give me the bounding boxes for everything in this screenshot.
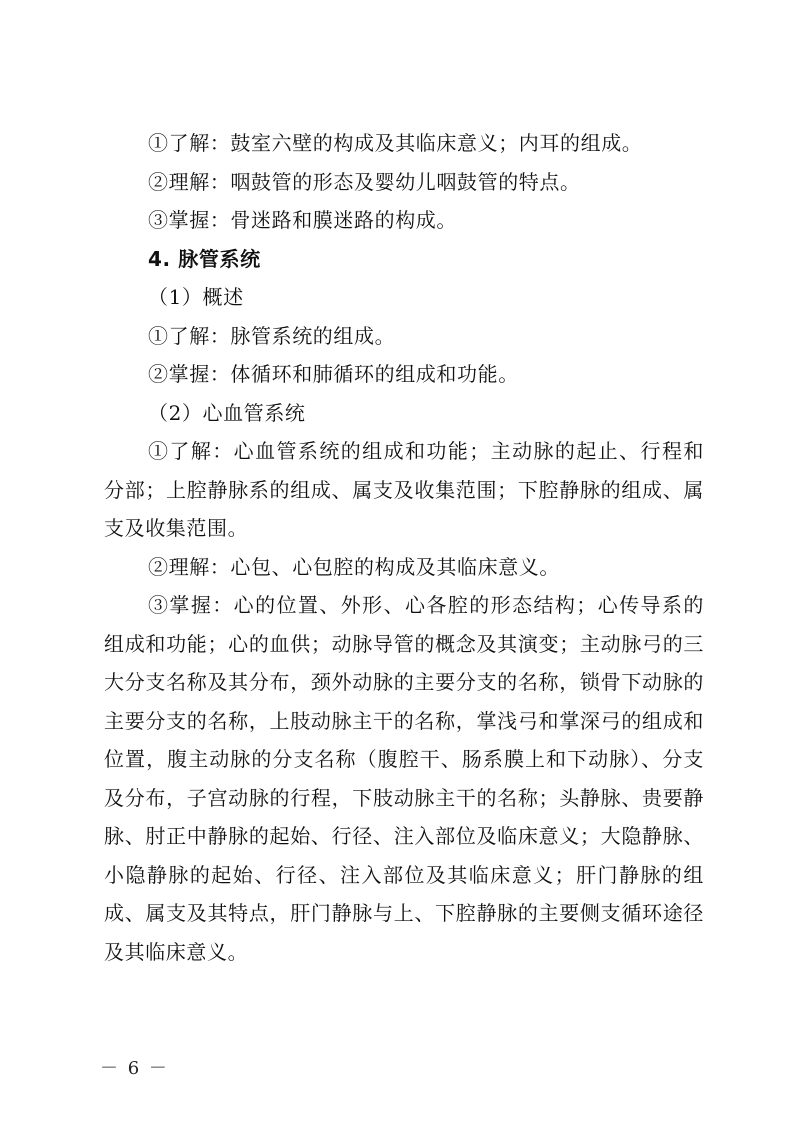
subsection-title-overview: （1）概述 <box>148 285 244 309</box>
paragraph-cardiovascular-master: ③掌握：心的位置、外形、心各腔的形态结构；心传导系的组成和功能；心的血供；动脉导管的概念及其演变；主动脉弓的三大分支名称及其分布，颈外动脉的主要分支的名称，锁骨下动脉的主要分支的名称，上肢动脉主干的名称，掌浅弓和掌深弓的组成和位置，腹主动脉的分支名称（腹腔干、肠系膜上和下动脉）、分支及分布，子宫动脉的行程，下肢动脉主干的名称；头静脉、贵要静脉、肘正中静脉的起始、行径、注入部位及临床意义；大隐静脉、小隐静脉的起始、行径、注入部位及其临床意义；肝门静脉的组成、属支及其特点，肝门静脉与上、下腔静脉的主要侧支循环途径及其临床意义。 <box>104 593 704 964</box>
paragraph-ear-understand: ①了解：鼓室六壁的构成及其临床意义；内耳的组成。 <box>148 131 643 155</box>
paragraph-overview-understand: ①了解：脉管系统的组成。 <box>148 323 396 348</box>
subsection-title-cardiovascular: （2）心血管系统 <box>148 400 306 425</box>
page-content <box>104 124 704 971</box>
paragraph-ear-master: ③掌握：骨迷路和膜迷路的构成。 <box>148 208 457 232</box>
page-number: － 6 － <box>100 1058 169 1079</box>
section-heading-vascular-system: 4. 脉管系统 <box>148 246 261 271</box>
paragraph-cardiovascular-comprehend: ②理解：心包、心包腔的构成及其临床意义。 <box>148 554 560 579</box>
paragraph-ear-comprehend: ②理解：咽鼓管的形态及婴幼儿咽鼓管的特点。 <box>148 169 581 194</box>
paragraph-cardiovascular-understand: ①了解：心血管系统的组成和功能；主动脉的起止、行程和分部；上腔静脉系的组成、属支及收集范围；下腔静脉的组成、属支及收集范围。 <box>104 439 704 540</box>
paragraph-overview-master: ②掌握：体循环和肺循环的组成和功能。 <box>148 362 519 386</box>
